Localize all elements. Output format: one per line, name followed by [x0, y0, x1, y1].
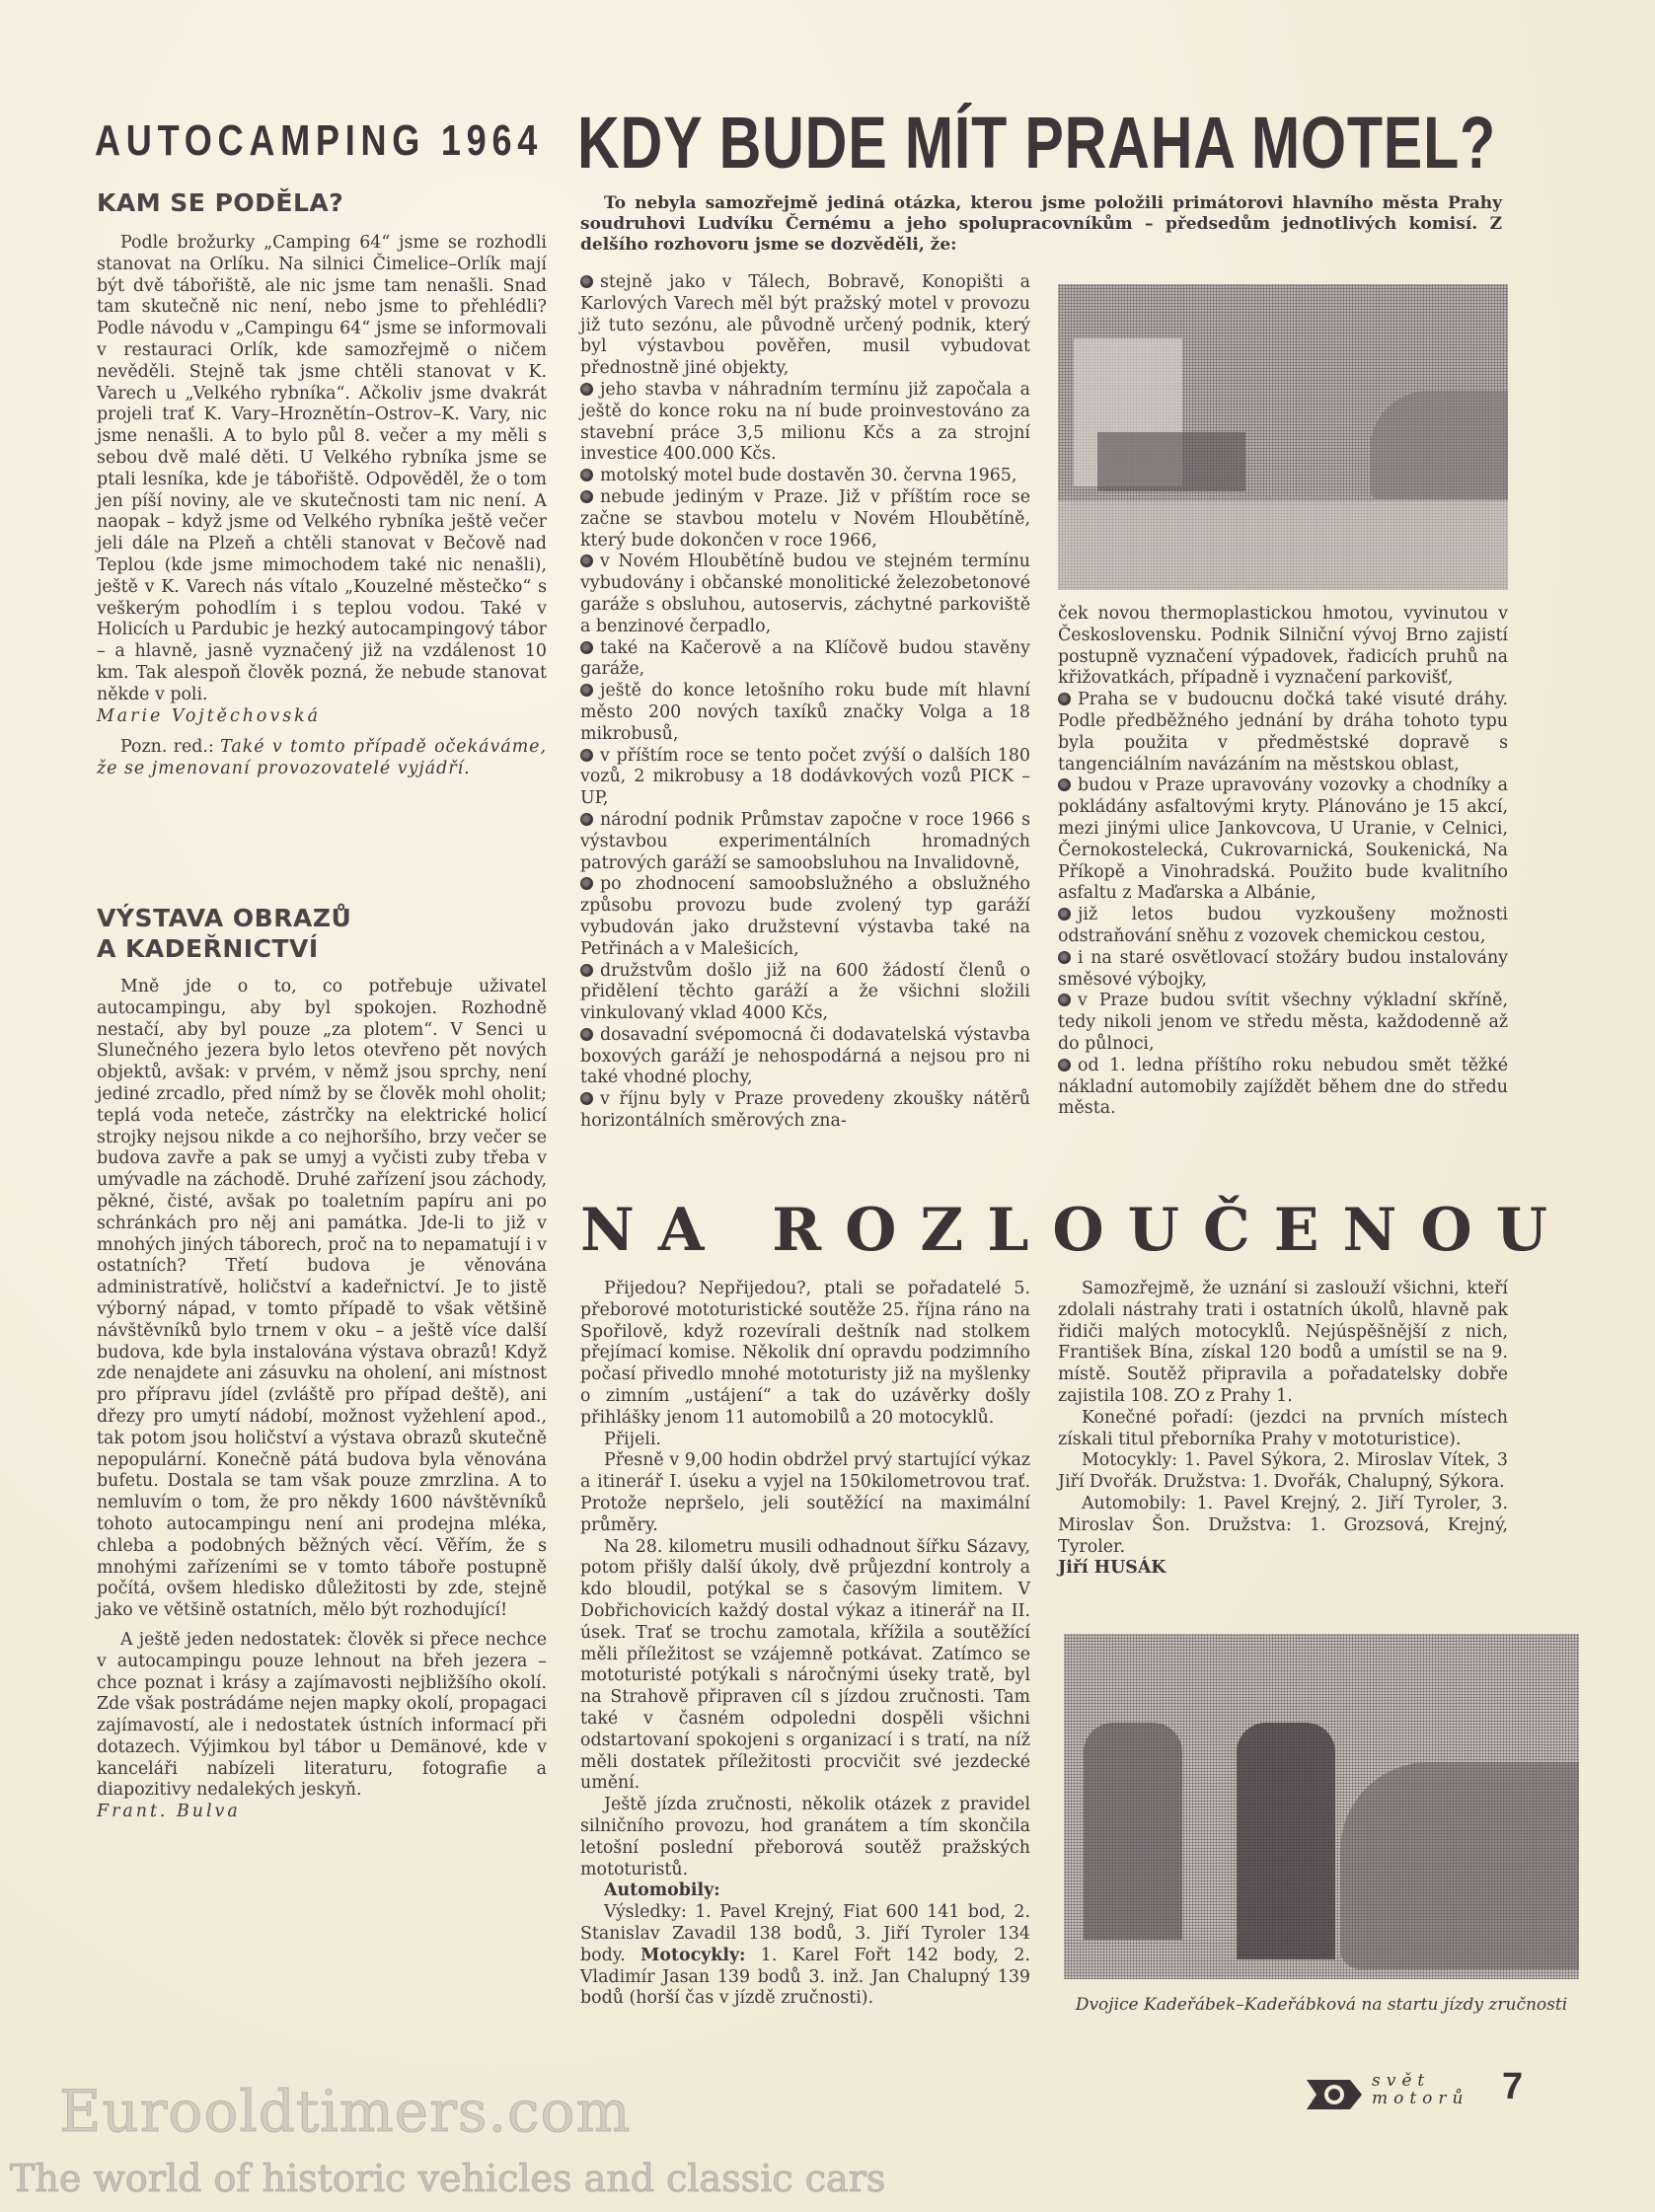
bullet-text: již letos budou vyzkoušeny možnosti odstraňování sněhu z vozovek chemickou cestou,: [1058, 905, 1508, 946]
section-title-vystava-obrazu: [97, 903, 351, 964]
photo-motel-truck: [1058, 284, 1508, 590]
bullet-dot-icon: [580, 684, 593, 697]
bullet-item: [580, 638, 1030, 682]
magazine-name-line2: motorů: [1372, 2089, 1469, 2108]
photo-person-left: [1084, 1723, 1182, 1940]
bullet-text: v říjnu byly v Praze provedeny zkoušky nátěrů horizontálních směrových zna-: [580, 1089, 1030, 1132]
bullet-item: [580, 380, 1030, 466]
article-paragraph: Přesně v 9,00 hodin obdržel prvý startující výkaz a itinerář I. úseku a vyjel na 150kilometrovou trať. Protože nepršelo, jeli soutěžící na maximální průměry.: [580, 1450, 1030, 1535]
bullet-item: [580, 874, 1030, 960]
photo-truck-wheels: [1097, 432, 1245, 491]
bullet-item: [1058, 1056, 1508, 1120]
article-kam-se-podela: [97, 233, 547, 780]
magazine-footer: [1305, 2066, 1532, 2121]
bullet-text: budou v Praze upravovány vozovky a chodníky a pokládány asfaltovými kryty. Plánováno je 15 akcí, mezi jinými ulice Jankovcova, U Uranie, v Celnici, Černokostelecká, Cukrovarnická, Soukenická, Na Příkopě a Vinohradská. Použito bude kvalitního asfaltu z Maďarska a Albánie,: [1058, 775, 1508, 904]
photo-person-center: [1237, 1723, 1335, 1959]
motel-headline: KDY BUDE MÍT PRAHA MOTEL?: [577, 102, 1497, 184]
article-paragraph: Motocykly: 1. Pavel Sýkora, 2. Miroslav Vítek, 3 Jiří Dvořák. Družstva: 1. Dvořák, Chalupný, Sýkora.: [1058, 1450, 1508, 1493]
bullet-text: ještě do konce letošního roku bude mít hlavní město 200 nových taxíků značky Volga a 18 mikrobusů,: [580, 681, 1030, 744]
motel-lead: [580, 193, 1502, 256]
bullet-continuation: ček novou thermoplastickou hmotou, vyvinutou v Československu. Podnik Silniční vývoj Brno zajistí postupně vyznačení výpadovek, řadicích pruhů na křižovatkách, případně i vyznačení parkovišť,: [1058, 604, 1508, 689]
bullet-item: [1058, 690, 1508, 775]
article-paragraph-2: [97, 1630, 547, 1802]
motel-column-1: [580, 272, 1030, 1133]
lead-paragraph: To nebyla samozřejmě jediná otázka, kterou jsme položili primátorovi hlavního města Prahy soudruhovi Ludvíku Černému a jeho spolupracovníkům – předsedům jednotlivých komisí. Z delšího rozhovoru jsme se dozvěděli, že:: [580, 193, 1502, 255]
bullet-dot-icon: [580, 1028, 593, 1041]
final-standings-cars: [1058, 1494, 1508, 1558]
farewell-column-1: [580, 1279, 1030, 2010]
photo-car-shape: [1370, 391, 1508, 499]
bullet-dot-icon: [580, 964, 593, 977]
results-cars: Výsledky: 1. Pavel Krejný, Fiat 600 141 bod, 2. Stanislav Zavadil 138 bodů, 3. Jiří Tyroler 134 body.: [580, 1902, 1030, 1965]
bullet-dot-icon: [1058, 1059, 1071, 1071]
photo-caption: Dvojice Kadeřábek–Kadeřábková na startu jízdy zručnosti: [1075, 1995, 1568, 2015]
bullet-text: stejně jako v Tálech, Bobravě, Konopišti a Karlových Varech měl být pražský motel v provozu již tuto sezónu, ale původně určený podnik, který byl výstavbou pověřen, musil vybudovat přednostně jiné objekty,: [580, 272, 1030, 379]
bullet-item: [580, 746, 1030, 810]
bullet-text: v Praze budou svítit všechny výkladní skříně, tedy nikoli jenom ve středu města, každodenně až do půlnoci,: [1058, 991, 1508, 1054]
bullet-dot-icon: [1058, 908, 1071, 921]
bullet-text: v příštím roce se tento počet zvýší o dalších 180 vozů, 2 mikrobusy a 18 dodávkových vozů PICK – UP,: [580, 745, 1030, 809]
photo-car: [1340, 1762, 1579, 1969]
bullet-text: motolský motel bude dostavěn 30. června 1965,: [600, 466, 1017, 486]
bullet-dot-icon: [580, 469, 593, 481]
bullet-item: [1058, 948, 1508, 992]
magazine-name-line1: svět: [1372, 2071, 1431, 2091]
eye-arrow-logo-icon: [1305, 2076, 1364, 2113]
bullet-item: [580, 552, 1030, 637]
author-signature: Frant. Bulva: [97, 1802, 241, 1822]
bullet-text: družstvům došlo již na 600 žádostí členů o přidělení těchto garáží a že všichni složili vinkulovaný vklad 4000 Kčs,: [580, 960, 1030, 1024]
bullet-dot-icon: [1058, 994, 1071, 1006]
bullet-item: [1058, 775, 1508, 905]
results-moto-label: Motocykly:: [640, 1945, 746, 1965]
bullet-dot-icon: [580, 641, 593, 654]
article-paragraph: Přijeli.: [604, 1429, 661, 1449]
bullet-item: [580, 681, 1030, 745]
editor-note-text: Také v tomto případě očekáváme, že se jmenovaní provozovatelé vyjádří.: [97, 737, 547, 779]
article-paragraph: Samozřejmě, že uznání si zaslouží všichni, kteří zdolali nástrahy trati i ostatních úkolů, hlavně pak řidiči malých motocyklů. Nejúspěšnější z nich, František Bína, získal 120 bodů a umístil se na 9. místě. Soutěž připravila a pořadatelsky dobře zajistila 108. ZO z Prahy 1.: [1058, 1279, 1508, 1406]
article-paragraph: Přijedou? Nepřijedou?, ptali se pořadatelé 5. přeborové mototuristické soutěže 25. října ráno na Spořilově, když rozevírali deštník nad stolkem přejímací komise. Několik dní opravdu podzimního počasí přivedlo mnohé mototuristy již na myšlenky o zimním „ustájení“ a tak do uzávěrky došly přihlášky jenom 11 automobilů a 20 motocyklů.: [580, 1279, 1030, 1428]
bullet-item: [580, 272, 1030, 380]
bullet-item: [580, 961, 1030, 1025]
bullet-dot-icon: [1058, 693, 1071, 705]
bullet-text: nebude jediným v Praze. Již v příštím roce se začne se stavbou motelu v Novém Hloubětíně, který bude dokončen v roce 1966,: [580, 486, 1030, 551]
page-number: 7: [1502, 2066, 1524, 2107]
bullet-dot-icon: [580, 554, 593, 567]
bullet-item: [580, 1025, 1030, 1089]
final-standings-text: Automobily: 1. Pavel Krejný, 2. Jiří Tyroler, 3. Miroslav Šon. Družstva: 1. Grozsová, Krejný, Tyroler.: [1058, 1493, 1508, 1557]
photo-ground: [1058, 501, 1508, 590]
bullet-text: Praha se v budoucnu dočká také visuté dráhy. Podle předběžného jednání by dráha tohoto typu byla použita v předměstské dopravě s tangenciálním navázáním na městskou oblast,: [1058, 690, 1508, 774]
bullet-item: [1058, 991, 1508, 1055]
bullet-dot-icon: [580, 383, 593, 396]
bullet-item: [580, 466, 1030, 487]
results-motorcycles: 1. Karel Fořt 142 body, 2. Vladimír Jasan 139 bodů 3. inž. Jan Chalupný 139 bodů (horší čas v jízdě zručnosti).: [580, 1945, 1030, 2009]
bullet-dot-icon: [580, 490, 593, 503]
bullet-dot-icon: [580, 1092, 593, 1105]
bullet-dot-icon: [580, 877, 593, 890]
bullet-dot-icon: [580, 813, 593, 826]
bullet-text: také na Kačerově a na Klíčově budou stavěny garáže,: [580, 637, 1030, 680]
farewell-column-2: [1058, 1279, 1508, 1580]
farewell-headline: NA ROZLOUČENOU: [580, 1196, 1571, 1265]
bullet-item: [580, 487, 1030, 552]
article-paragraph: Mně jde o to, co potřebuje uživatel autocampingu, aby byl spokojen. Rozhodně nestačí, aby byl pouze „za plotem“. V Senci u Slunečného jezera bylo letos otevřeno pět nových objektů, avšak: v prvém, v němž jsou sprchy, není jediné zrcadlo, před nímž by se člověk mohl oholit; teplá voda neteče, zástrčky na elektrické holicí strojky nejsou nikde a co nejhoršího, brzy večer se budova zavře a pak se umyj a vyčisti zuby třeba v umývadle na záchodě. Druhé zařízení jsou záchody, pěkné, čisté, avšak po toaletním papíru ani po schránkách pro něj ani památka. Jde-li to již v mnohých jiných táborech, proč na to nepamatují i v ostatních? Třetí budova je věnována administratívě, holičství a kadeřnictví. Je to jistě výborný nápad, v tomto případě to však většině návštěvníků bylo trnem v oku – a ještě více další budova, kde byla instalována výstava obrazů! Když zde nenajdete ani zásuvku na oholení, ani místnost pro přípravu jídel (zvláště pro případ deště), ani dřezy pro umytí nádobí, možnost vyžehlení apod., tak potom jsou holičství a výstava obrazů skutečně nepopulární. Konečně pátá budova byla věnována bufetu. Dostala se tam však pouze zmrzlina. A to nemluvím o tom, že pro někdy 1600 návštěvníků tohoto autocampingu není ani prodejna mléka, chleba a podobných běžných věcí. Věřím, že s mnohými zařízeními se v tomto táboře postupně počítá, ovšem hledisko důležitosti by zde, stejně jako ve většině ostatních, mělo být rozhodující!: [97, 977, 547, 1621]
bullet-text: po zhodnocení samoobslužného a obslužného způsobu provozu bude zvolený typ garáží vybudován jako družstevní výstavba také na Petřinách a v Malešicích,: [580, 874, 1030, 959]
article-paragraph: Konečné pořadí: (jezdci na prvních místech získali titul přeborníka Prahy v mototuristice).: [1058, 1407, 1508, 1449]
watermark-site: Eurooldtimers.com: [59, 2078, 632, 2145]
results-heading: Automobily:: [604, 1880, 720, 1901]
section-title-line1: VÝSTAVA OBRAZŮ: [97, 904, 352, 932]
autocamping-header: AUTOCAMPING 1964: [95, 116, 544, 165]
bullet-dot-icon: [580, 749, 593, 762]
bullet-dot-icon: [1058, 951, 1071, 964]
bullet-text: od 1. ledna příštího roku nebudou smět těžké nákladní automobily zajíždět během dne do středu města.: [1058, 1055, 1508, 1119]
section-title-kam-se-podela: KAM SE PODĚLA?: [97, 188, 344, 217]
article-paragraph: Ještě jízda zručnosti, několik otázek z pravidel silničního provozu, hod granátem a tím skončila letošní poslední přeborová soutěž pražských mototuristů.: [580, 1795, 1030, 1880]
bullet-item: [580, 1089, 1030, 1133]
bullet-item: [580, 810, 1030, 874]
bullet-dot-icon: [1058, 778, 1071, 791]
bullet-item: [1058, 905, 1508, 948]
motel-column-2: [1058, 604, 1508, 1120]
bullet-text: v Novém Hloubětíně budou ve stejném termínu vybudovány i občanské monolitické železobetonové garáže s obsluhou, autoservis, záchytné parkoviště a benzinové čerpadlo,: [580, 552, 1030, 636]
article-vystava-obrazu: [97, 977, 547, 1823]
bullet-dot-icon: [580, 275, 593, 288]
results-paragraph: [580, 1902, 1030, 2010]
editor-note-label: Pozn. red.:: [120, 737, 214, 758]
photo-start-line: [1064, 1634, 1579, 1979]
bullet-text: národní podnik Průmstav započne v roce 1966 s výstavbou experimentálních hromadných patrových garáží se samoobsluhou na Invalidovně,: [580, 809, 1030, 873]
watermark-tagline: The world of historic vehicles and classic cars: [10, 2157, 886, 2200]
section-title-line2: A KADEŘNICTVÍ: [97, 934, 319, 963]
bullet-text: i na staré osvětlovací stožáry budou instalovány směsové výbojky,: [1058, 947, 1508, 990]
article-body: Podle brožurky „Camping 64“ jsme se rozhodli stanovat na Orlíku. Na silnici Čimelice–Orlík mají být dvě tábořiště, ale nic jsme tam nenašli. Snad tam skutečně nic není, nebo jsme to přehlédli? Podle návodu v „Campingu 64“ jsme se informovali v restauraci Orlík, kde samozřejmě o ničem nevěděli. Stejně tak jsme chtěli stanovat v K. Varech u „Velkého rybníka“. Ačkoliv jsme dvakrát projeli trať K. Vary–Hroznětín–Ostrov–K. Vary, nic jsme nenašli. A to bylo půl 8. večer a my měli s sebou dvě malé děti. U Velkého rybníka jsme se ptali lesníka, kde je tábořiště. Odpověděl, že o tom jen píší noviny, ale ve skutečnosti tam nic není. A naopak – když jsme od Velkého rybníka ještě večer jeli dále na Plzeň a chtěli stanovat v Bečově nad Teplou (kde jsme mimochodem také nic nenašli), ještě v K. Varech nás vítalo „Kouzelné městečko“ s veškerým pohodlím i s teplou vodou. Také v Holicích u Pardubic je hezký autocampingový tábor – a hlavně, jasně vyznačený již na vzdálenost 10 km. Tak alespoň člověk pozná, že nebude stanovat někde v poli.: [97, 233, 547, 704]
article-paragraph: Na 28. kilometru musili odhadnout šířku Sázavy, potom přišly další úkoly, dvě průjezdní kontroly a kdo bloudil, potýkal se s časovým limitem. V Dobřichovicích každý dostal výkaz a itinerář na II. úsek. Trať se trochu zamotala, křížila a soutěžící měli příležitost se vzájemně potkávat. Zatímco se mototuristé potýkali s náročnými úseky tratě, byl na Strahově připraven cíl s jízdou zručnosti. Tam také v časném odpoledni dospěli všichni odstartovaní spokojeni s organizací i s tratí, na níž měli dostatek příležitosti procvičit své jezdecké umění.: [580, 1536, 1030, 1794]
author-signature: Marie Vojtěchovská: [97, 705, 322, 726]
bullet-text: dosavadní svépomocná či dodavatelská výstavba boxových garáží je nehospodárná a nejsou pro ni také vhodné plochy,: [580, 1024, 1030, 1088]
bullet-text: jeho stavba v náhradním termínu již započala a ještě do konce roku na ní bude proinvestováno za stavební práce 3,5 milionu Kčs a za strojní investice 400.000 Kčs.: [580, 379, 1030, 465]
author-signature: Jiří HUSÁK: [1058, 1558, 1166, 1579]
article-paragraph-text: A ještě jeden nedostatek: člověk si přece nechce v autocampingu pouze lehnout na břeh jezera – chce poznat i krásy a zajímavosti nejbližšího okolí. Zde však postrádáme nejen mapky okolí, propagaci zajímavostí, ale i nedostatek ústních informací při dotazech. Výjimkou byl tábor u Demänové, kde v kanceláři nabízeli literaturu, fotografie a diapozitivy nedalekých jeskyň.: [97, 1629, 547, 1801]
